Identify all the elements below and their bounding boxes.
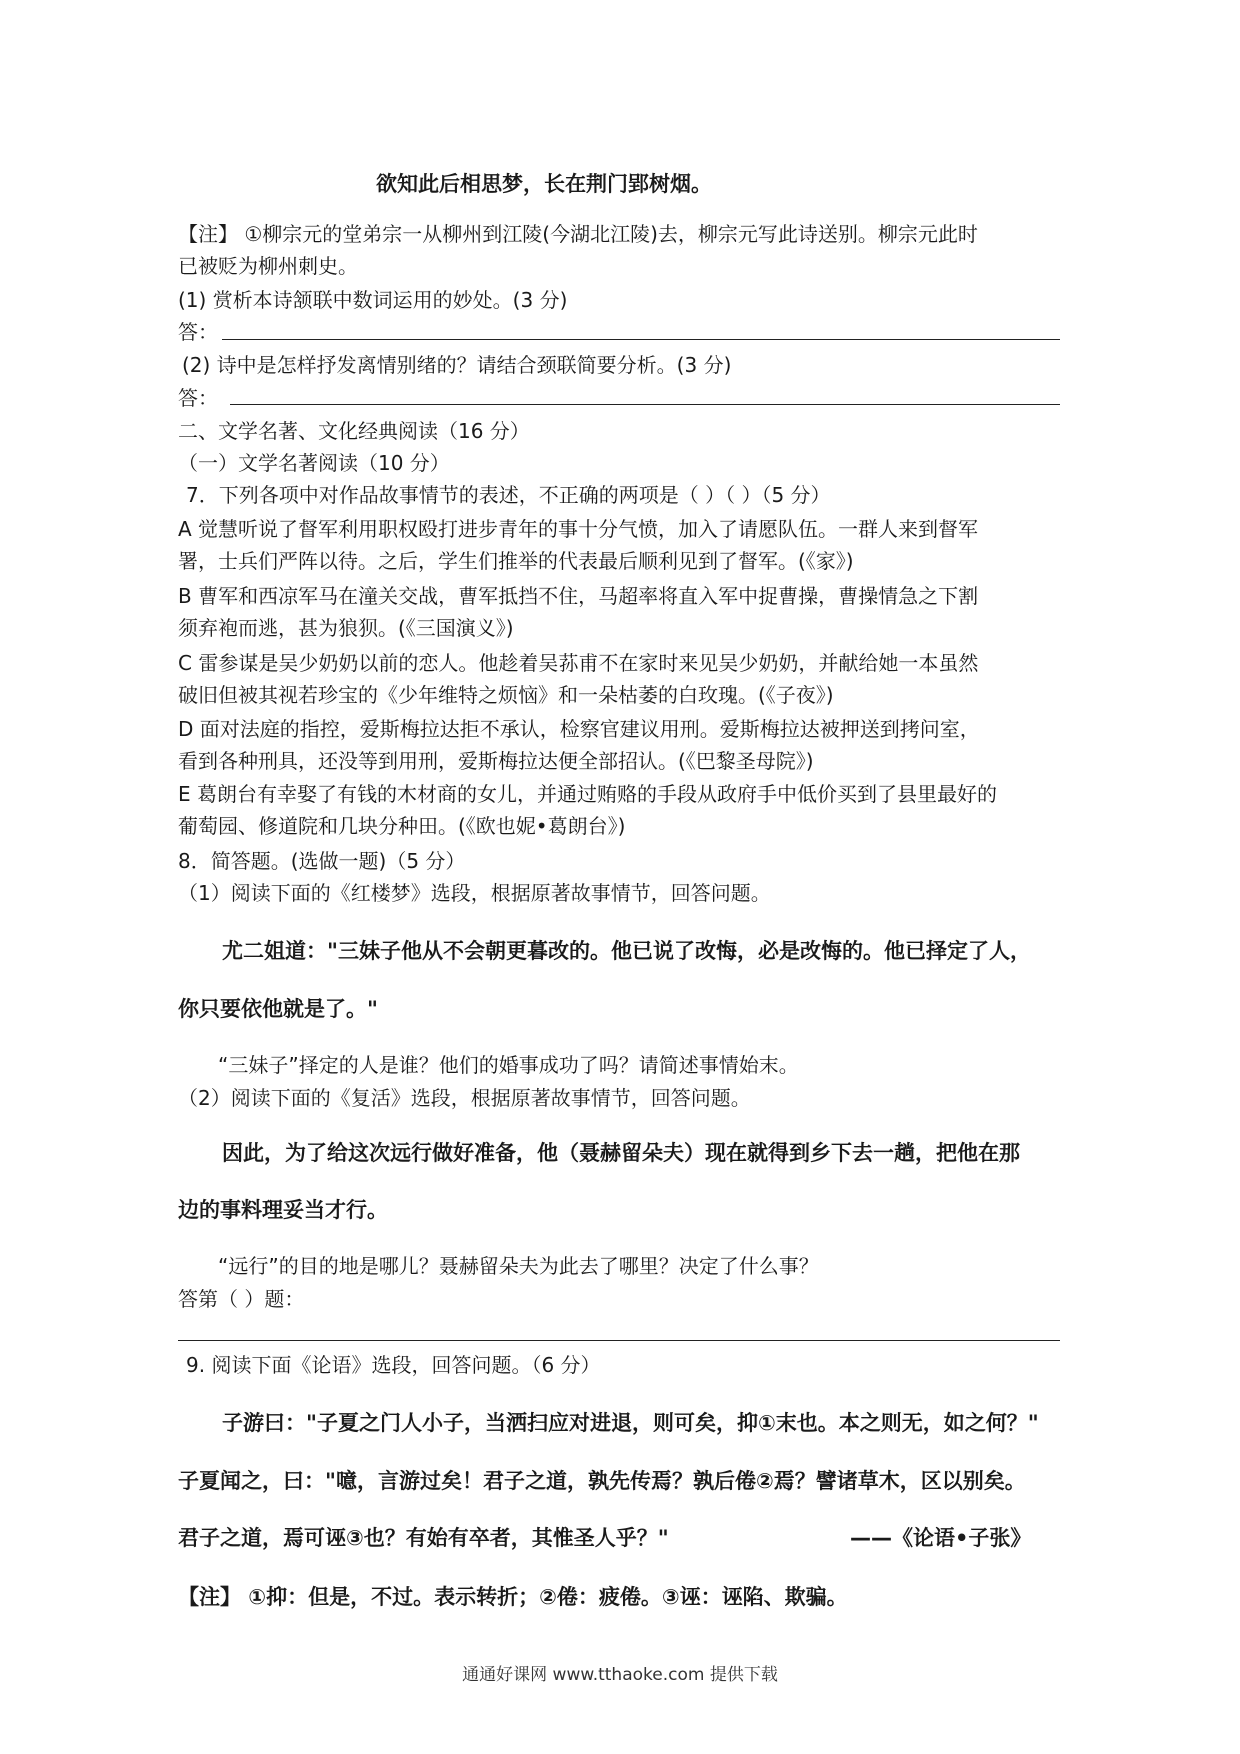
poem-note-line-1: 【注】 ①柳宗元的堂弟宗一从柳州到江陵(今湖北江陵)去，柳宗元写此诗送别。柳宗元此时 [178, 222, 978, 246]
option-e-line-1: E 葛朗台有幸娶了有钱的木材商的女儿，并通过贿赂的手段从政府手中低价买到了县里最好的 [178, 782, 997, 806]
page-footer: 通通好课网 www.tthaoke.com 提供下载 [462, 1665, 778, 1685]
answer-label-6-1: 答： [178, 320, 218, 344]
question-8-1-prompt: “三妹子”择定的人是谁？他们的婚事成功了吗？请简述事情始末。 [218, 1053, 799, 1077]
option-c-line-2: 破旧但被其视若珍宝的《少年维特之烦恼》和一朵枯萎的白玫瑰。(《子夜》) [178, 683, 834, 707]
fuhuo-quote-line-1: 因此，为了给这次远行做好准备，他（聂赫留朵夫）现在就得到乡下去一趟，把他在那 [222, 1141, 1020, 1165]
question-8-2-prompt: “远行”的目的地是哪儿？聂赫留朵夫为此去了哪里？决定了什么事？ [218, 1254, 819, 1278]
hongloumeng-quote-line-1: 尤二姐道："三妹子他从不会朝更暮改的。他已说了改悔，必是改悔的。他已择定了人， [222, 939, 1031, 963]
answer-line-6-1[interactable] [222, 339, 1060, 340]
lunyu-quote-line-3: 君子之道，焉可诬③也？有始有卒者，其惟圣人乎？" [178, 1526, 669, 1550]
question-7-stem: 7．下列各项中对作品故事情节的表述，不正确的两项是（ ）（ ）（5 分） [186, 483, 831, 507]
question-8-1-stem: （1）阅读下面的《红楼梦》选段，根据原著故事情节，回答问题。 [178, 881, 771, 905]
option-b-line-1: B 曹军和西凉军马在潼关交战，曹军抵挡不住，马超率将直入军中捉曹操，曹操情急之下割 [178, 584, 979, 608]
option-b-line-2: 须弃袍而逃，甚为狼狈。(《三国演义》) [178, 616, 514, 640]
question-6-2: (2) 诗中是怎样抒发离情别绪的？请结合颈联简要分析。(3 分) [182, 353, 732, 377]
hongloumeng-quote-line-2: 你只要依他就是了。" [178, 997, 378, 1021]
poem-note-line-2: 已被贬为柳州刺史。 [178, 254, 358, 278]
answer-label-6-2: 答： [178, 386, 218, 410]
question-8-stem: 8．简答题。(选做一题)（5 分） [178, 849, 466, 873]
option-a-line-1: A 觉慧听说了督军利用职权殴打进步青年的事十分气愤，加入了请愿队伍。一群人来到督军 [178, 517, 979, 541]
option-e-line-2: 葡萄园、修道院和几块分种田。(《欧也妮•葛朗台》) [178, 814, 626, 838]
lunyu-quote-line-1: 子游曰："子夏之门人小子，当洒扫应对进退，则可矣，抑①末也。本之则无，如之何？" [222, 1411, 1039, 1435]
option-d-line-1: D 面对法庭的指控，爱斯梅拉达拒不承认，检察官建议用刑。爱斯梅拉达被押送到拷问室， [178, 717, 980, 741]
section-2-title: 二、文学名著、文化经典阅读（16 分） [178, 419, 530, 443]
answer-line-6-2[interactable] [230, 404, 1060, 405]
question-9-stem: 9. 阅读下面《论语》选段，回答问题。（6 分） [186, 1353, 601, 1377]
question-8-2-stem: （2）阅读下面的《复活》选段，根据原著故事情节，回答问题。 [178, 1086, 751, 1110]
section-2-subtitle: （一）文学名著阅读（10 分） [178, 451, 450, 475]
answer-line-8[interactable] [178, 1340, 1060, 1341]
fuhuo-quote-line-2: 边的事料理妥当才行。 [178, 1198, 388, 1222]
poem-last-line: 欲知此后相思梦，长在荆门郢树烟。 [376, 172, 712, 196]
option-c-line-1: C 雷参谋是吴少奶奶以前的恋人。他趁着吴荪甫不在家时来见吴少奶奶，并献给她一本虽然 [178, 651, 979, 675]
question-8-answer-label: 答第（ ）题： [178, 1287, 305, 1311]
lunyu-quote-line-2: 子夏闻之，曰："噫，言游过矣！君子之道，孰先传焉？孰后倦②焉？譬诸草木，区以别矣。 [178, 1469, 1026, 1493]
option-a-line-2: 署，士兵们严阵以待。之后，学生们推举的代表最后顺利见到了督军。(《家》) [178, 549, 854, 573]
question-6-1: (1) 赏析本诗颔联中数词运用的妙处。(3 分) [178, 288, 568, 312]
option-d-line-2: 看到各种刑具，还没等到用刑，爱斯梅拉达便全部招认。(《巴黎圣母院》) [178, 749, 814, 773]
lunyu-source: ——《论语•子张》 [850, 1526, 1032, 1550]
lunyu-note: 【注】 ①抑：但是，不过。表示转折；②倦：疲倦。③诬：诬陷、欺骗。 [178, 1585, 848, 1609]
